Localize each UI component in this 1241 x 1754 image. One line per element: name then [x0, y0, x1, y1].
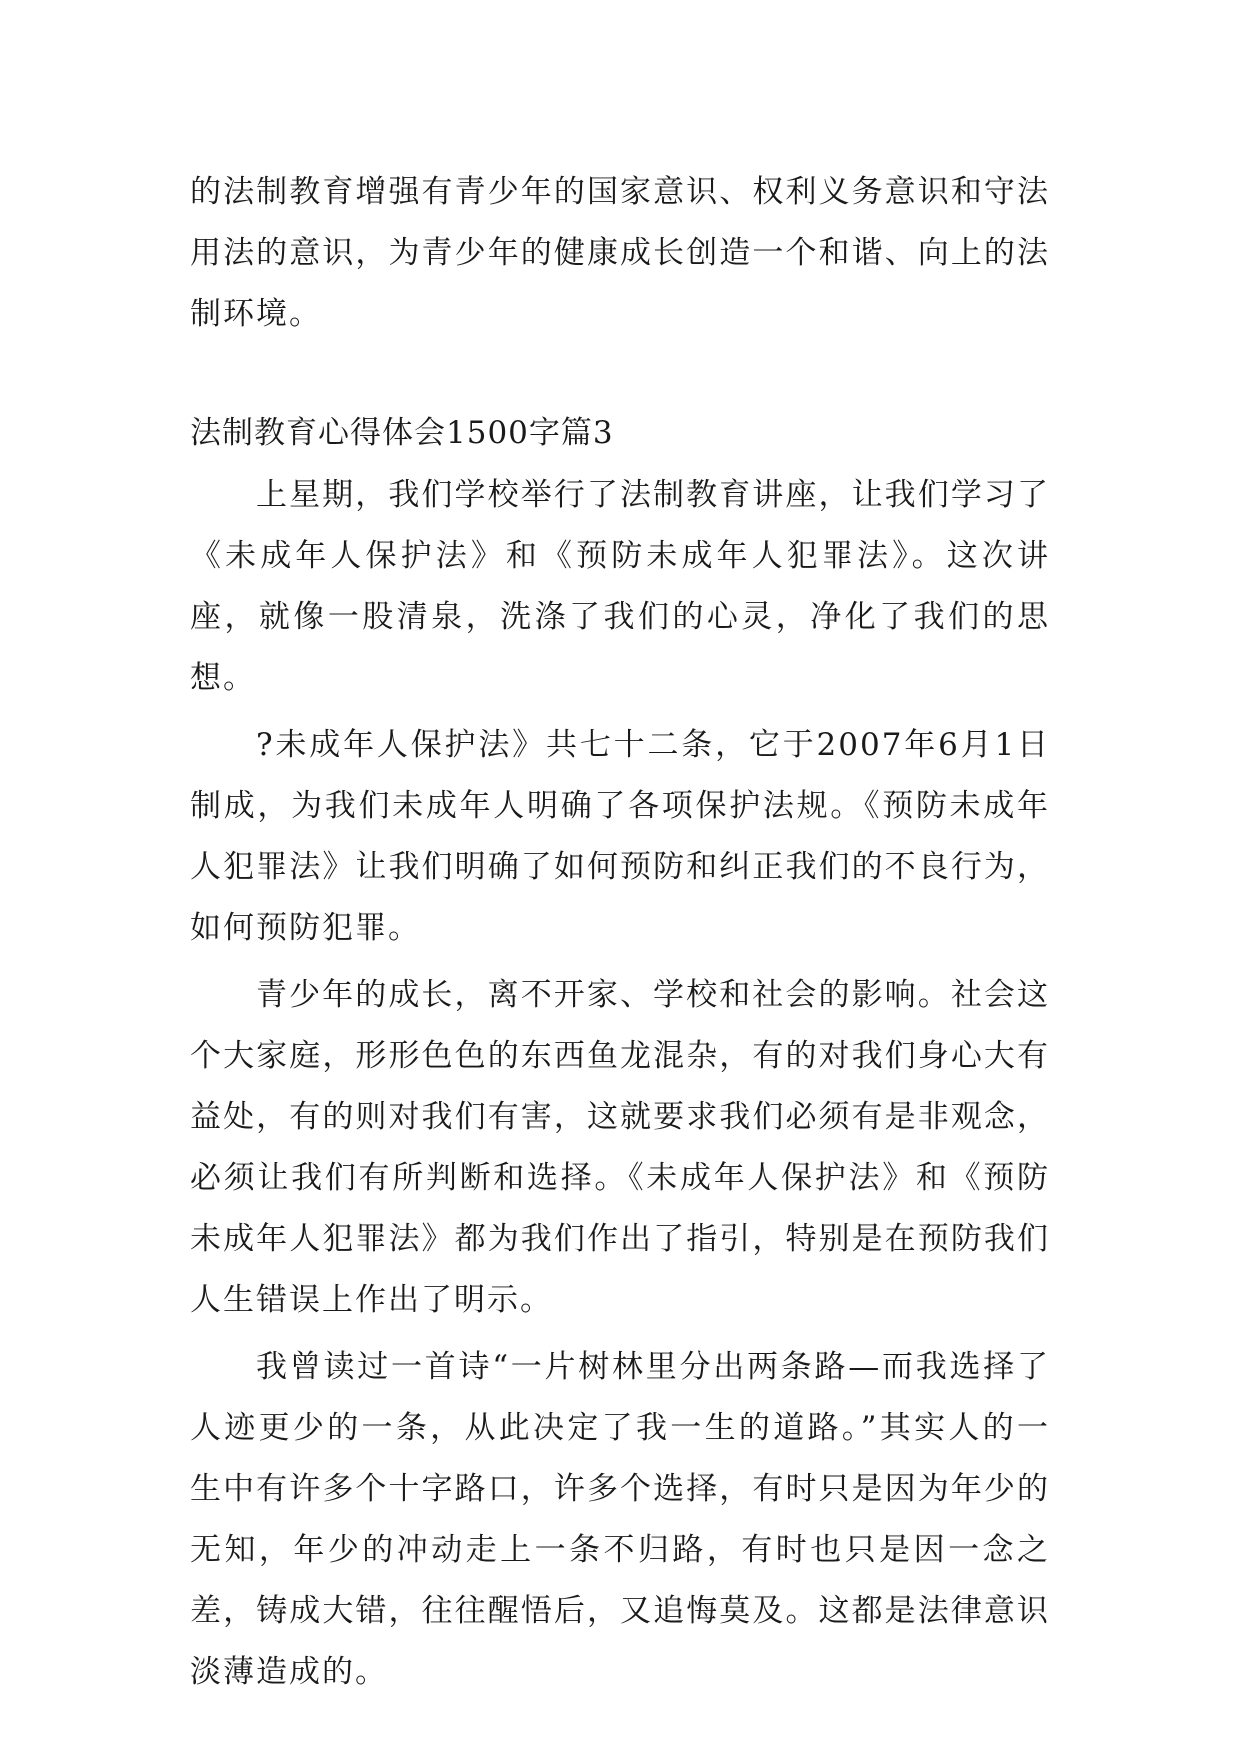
body-paragraph-4: 我曾读过一首诗“一片树林里分出两条路—而我选择了人迹更少的一条，从此决定了我一生的道路。”其实人的一生中有许多个十字路口，许多个选择，有时只是因为年少的无知，年少的冲动走上一条不归路，有时也只是因一念之差，铸成大错，往往醒悟后，又追悔莫及。这都是法律意识淡薄造成的。 — [190, 1349, 1050, 1690]
lead-paragraph: 的法制教育增强有青少年的国家意识、权利义务意识和守法用法的意识，为青少年的健康成长创造一个和谐、向上的法制环境。 — [190, 174, 1050, 332]
body-paragraph-3: 青少年的成长，离不开家、学校和社会的影响。社会这个大家庭，形形色色的东西鱼龙混杂，有的对我们身心大有益处，有的则对我们有害，这就要求我们必须有是非观念，必须让我们有所判断和选择。《未成年人保护法》和《预防未成年人犯罪法》都为我们作出了指引，特别是在预防我们人生错误上作出了明示。 — [190, 977, 1050, 1318]
document-body — [190, 162, 1050, 1709]
body-paragraph-1: 上星期，我们学校举行了法制教育讲座，让我们学习了《未成年人保护法》和《预防未成年人犯罪法》。这次讲座，就像一股清泉，洗涤了我们的心灵，净化了我们的思想。 — [190, 477, 1050, 696]
body-paragraph-2: ?未成年人保护法》共七十二条，它于2007年6月1日制成，为我们未成年人明确了各项保护法规。《预防未成年人犯罪法》让我们明确了如何预防和纠正我们的不良行为，如何预防犯罪。 — [190, 727, 1050, 946]
section-heading: 法制教育心得体会1500字篇3 — [190, 415, 614, 451]
